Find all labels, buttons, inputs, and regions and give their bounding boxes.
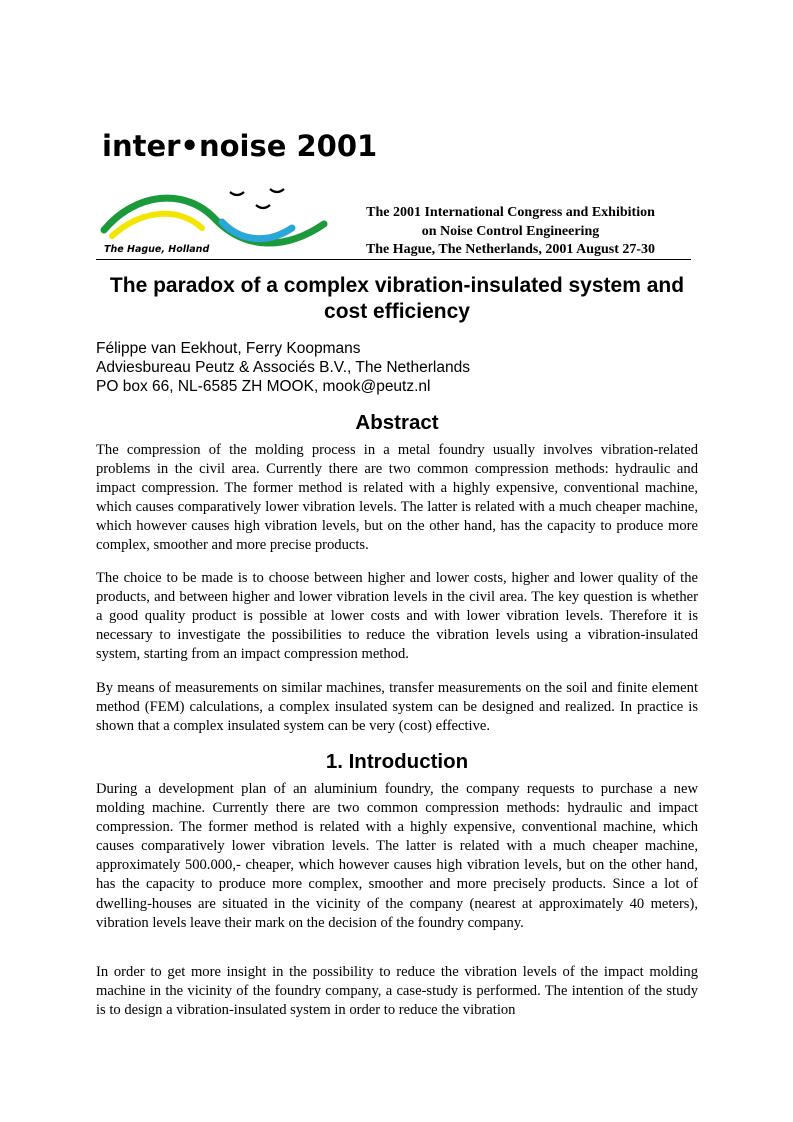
abstract-paragraph: By means of measurements on similar machines, transfer measurements on the soil and finite element method (FEM) calculations, a complex insulated system can be designed and realized. In practice is shown that a complex insulated system can be very (cost) effective. [96,680,698,735]
author-affiliation: Adviesbureau Peutz & Associés B.V., The Netherlands [96,359,470,376]
conference-line: The Hague, The Netherlands, 2001 August 27-30 [365,242,656,257]
abstract-paragraph: The compression of the molding process in a metal foundry usually involves vibration-related problems in the civil area. Currently there are two common compression methods: hydraulic and impact compression. The former method is related with a highly expensive, conventional machine, which causes comparatively lower vibration levels. The latter is related with a much cheaper machine, which however causes high vibration levels, but on the other hand, has the capacity to produce more complex, smoother and more precise products. [96,442,698,554]
paper-title: The paradox of a complex vibration-insulated system and cost efficiency [109,274,685,323]
conference-line: The 2001 International Congress and Exhibition [366,205,655,220]
logo-title: inter•noise 2001 [102,129,378,163]
logo-smile-mark [256,205,270,208]
abstract-paragraph: The choice to be made is to choose between higher and lower costs, higher and lower quality of the products, and between higher and lower vibration levels in the civil area. The key question is whether a good quality product is possible at lower costs and with lower vibration levels. Therefore it is necessary to investigate the possibilities to reduce the vibration levels using a vibration-insulated system, starting from an impact compression method. [96,570,698,663]
header-rule [96,259,691,260]
conference-logo [96,129,378,258]
introduction-paragraph: In order to get more insight in the possibility to reduce the vibration levels of the impact molding machine in the vicinity of the foundry company, a case-study is performed. The intention of the study is to design a vibration-insulated system in order to reduce the vibration [96,964,698,1019]
conference-info [338,204,683,260]
author-address: PO box 66, NL-6585 ZH MOOK, mook@peutz.nl [96,378,431,395]
logo-place: The Hague, Holland [104,244,210,255]
introduction-paragraph: During a development plan of an aluminium foundry, the company requests to purchase a new molding machine. Currently there are two common compression methods: hydraulic and impact compression. The former method is related with a highly expensive, conventional machine, which causes comparatively lower vibration levels. The latter is related with a much cheaper machine, approximately 500.000,- cheaper, which however causes high vibration levels, but on the other hand, has the capacity to produce more complex, smoother and more precisely products. Since a lot of dwelling-houses are situated in the vicinity of the company (nearest at approximately 40 meters), vibration levels leave their mark on the decision of the foundry company. [96,781,698,931]
abstract-heading: Abstract [355,411,439,434]
author-names: Félippe van Eekhout, Ferry Koopmans [96,340,361,357]
introduction-heading: 1. Introduction [325,750,469,773]
logo-smile-mark [230,192,244,195]
logo-yellow-wave [112,214,202,236]
conference-line: on Noise Control Engineering [421,223,600,239]
logo-smile-mark [270,189,284,192]
author-block [96,339,470,396]
